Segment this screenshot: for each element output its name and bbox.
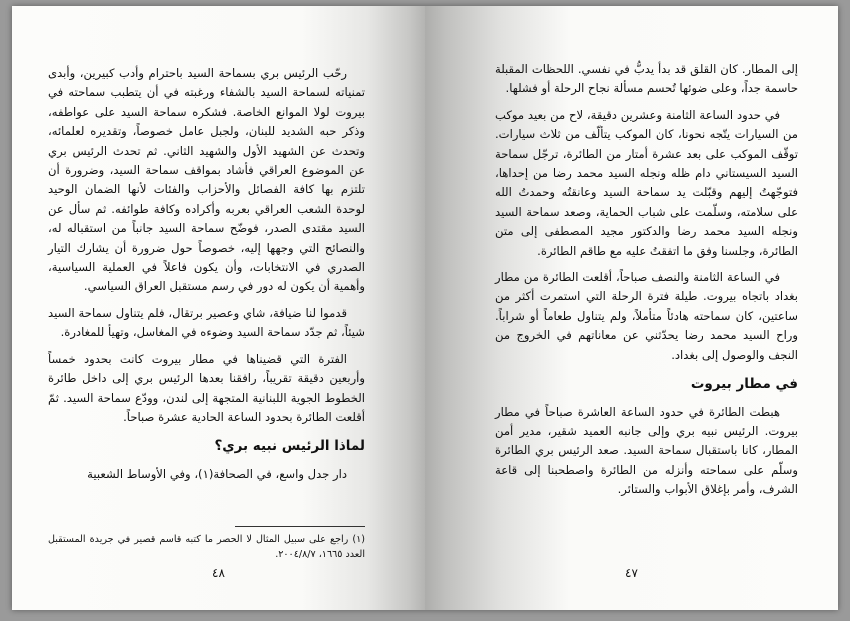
section-heading: لماذا الرئيس نبيه بري؟ (214, 438, 365, 455)
paragraph: رحّب الرئيس بري بسماحة السيد باحترام وأدب كبيرين، وأبدى تمنياته لسماحة السيد بالشفاء ورغبته في أن يتطبب سماحته في بيروت لولا الموانع الخاصة. فشكره سماحة السيد على عواطفه، وذكر حبه الشديد للبنان، ولجبل عامل خصوصاً، وتقديره لعلمائه، وتحدث عن الشهيد الأول والشهيد الثاني. ثم تحدث الرئيس بري عن الموضوع العراقي فأشاد بمواقف سماحة السيد، وضرورة أن تلتزم بها كافة الفصائل والأحزاب والفئات لأنها الضمان الوحيد لوحدة الشعب العراقي بعربه وأكراده وكافة طوائفه. ثم سأل عن السيد مقتدى الصدر، فوضّح سماحة السيد جانباً من استقباله له، والنصائح التي وجهها إليه، خصوصاً حول ضرورة أن يشارك التيار الصدري في الانتخابات، وأن يكون فاعلاً في العملية السياسية، وأهمية أن يكون له دور في رسم مستقبل العراق السياسي. (48, 66, 365, 294)
paragraph: هبطت الطائرة في حدود الساعة العاشرة صباحاً في مطار بيروت. الرئيس نبيه بري وإلى جانبه العميد شقير، مدير أمن المطار، كانا باستقبال سماحة السيد. صعد الرئيس بري الطائرة وسلّم على سماحته وأنزله من الطائرة واصطحبنا إلى قاعة الشرف، وأمر بإغلاق الأبواب والستائر. (495, 404, 798, 497)
book-spread (12, 6, 838, 610)
left-page (12, 6, 425, 610)
paragraph: دار جدل واسع، في الصحافة(١)، وفي الأوساط الشعبية (87, 466, 347, 481)
page-number: ٤٧ (625, 566, 638, 580)
paragraph: إلى المطار. كان القلق قد بدأ يدبُّ في نفسي. اللحظات المقبلة حاسمة جداً، وعلى ضوئها تُحسم مسألة نجاح الرحلة أو فشلها. (495, 62, 798, 96)
page-number: ٤٨ (212, 566, 225, 580)
section-heading: في مطار بيروت (690, 376, 798, 393)
paragraph: الفترة التي قضيناها في مطار بيروت كانت بحدود خمساً وأربعين دقيقة تقريباً، رافقنا بعدها الرئيس بري إلى داخل طائرة الخطوط الجوية اللبنانية المتجهة إلى لندن، وودّع سماحة السيد. ثمّ أقلعت الطائرة بحدود الساعة الحادية عشرة صباحاً. (48, 351, 365, 424)
footnote: (١) راجع على سبيل المثال لا الحصر ما كتبه قاسم قصير في جريدة المستقبل العدد ١٦٦٥، ٢٠٠٤/٨/٧. (48, 534, 365, 560)
footnote-divider (235, 526, 365, 527)
left-page-body (48, 64, 365, 491)
paragraph: قدموا لنا ضيافة، شاي وعصير برتقال، فلم يتناول سماحة السيد شيئاً، ثم جدّد سماحة السيد وضوءه في المغاسل، وتهيأ للمغادرة. (48, 305, 365, 340)
paragraph: في حدود الساعة الثامنة وعشرين دقيقة، لاح من بعيد موكب من السيارات يتّجه نحونا، كان الموكب يتألّف من ثلاث سيارات. توقّف الموكب على بعد عشرة أمتار من الطائرة، ترجّل سماحة السيد السيستاني دام ظله ونجله السيد محمد رضا من إحداها، فتوجّهتُ إليهم وقبّلت يد سماحة السيد وعانقتُه وحمدتُ الله على سلامته، وسلّمت على شباب الحماية، وصعد سماحة السيد ونجله السيد محمد رضا والدكتور مجيد المصطفى إلى متن الطائرة، وجلسنا وفق ما اتفقتُ عليه مع طاقم الطائرة. (495, 107, 798, 258)
right-page-body (495, 60, 798, 507)
paragraph: في الساعة الثامنة والنصف صباحاً، أقلعت الطائرة من مطار بغداد باتجاه بيروت. طيلة فترة الرحلة التي استمرت أكثر من ساعتين، كان سماحته هادئاً متأملاً، ولم يتناول طعاماً أو شراباً. وراح السيد محمد رضا يحدّثني عن معاناتهم في الخروج من النجف والوصول إلى بغداد. (495, 270, 798, 362)
right-page (425, 6, 838, 610)
